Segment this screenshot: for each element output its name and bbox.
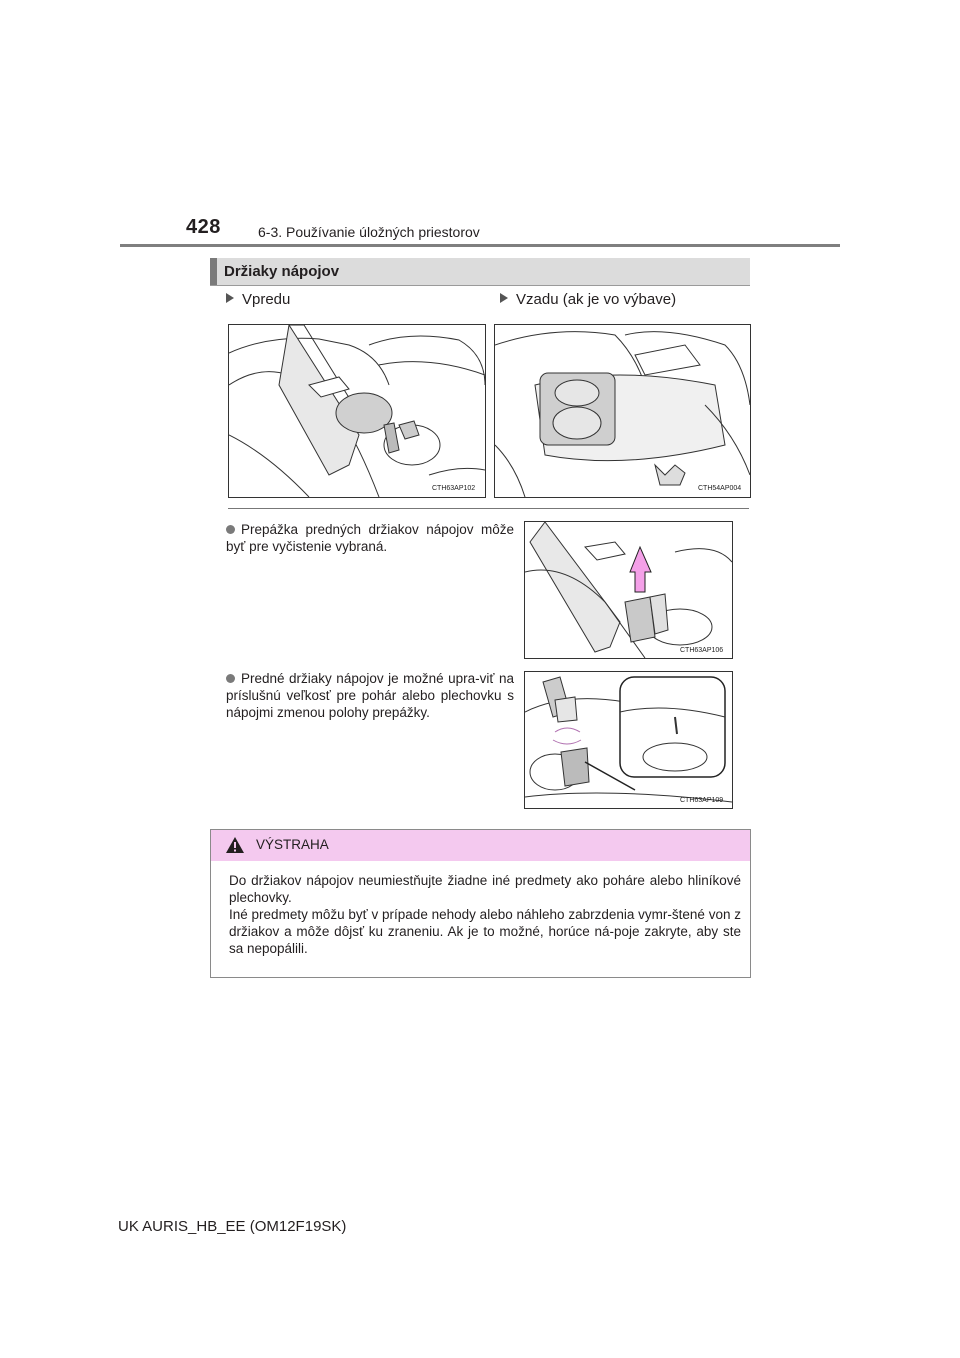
label-front: Vpredu <box>226 291 290 308</box>
heading-rule <box>210 285 750 286</box>
figure-divider-adjust <box>524 671 733 809</box>
section-heading: Držiaky nápojov <box>224 263 340 280</box>
warning-title: VÝSTRAHA <box>256 837 329 852</box>
warning-text-2: Iné predmety môžu byť v prípade nehody alebo náhleho zabrzdenia vymr-štené von z držiakov a môže dôjsť ku zraneniu. Ak je to možné, horúce ná-poje zakryte, aby ste sa nepopálili. <box>229 907 741 956</box>
triangle-bullet-icon <box>226 293 234 303</box>
bullet-adjust-size: Predné držiaky nápojov je možné upra-viť na príslušnú veľkosť pre pohár alebo plechovku s nápojmi zmenou polohy prepážky. <box>226 671 514 720</box>
figure-code: CTH63AP106 <box>680 647 724 654</box>
figure-divider-removal <box>524 521 733 659</box>
figure-rear-cup-holder <box>494 324 751 498</box>
figure-front-cup-holder <box>228 324 486 498</box>
figure-code: CTH63AP102 <box>432 485 476 492</box>
bullet-dot-icon <box>226 525 235 534</box>
warning-text-1: Do držiakov nápojov neumiestňujte žiadne iné predmety ako poháre alebo hliníkové plechovky. <box>229 873 741 905</box>
warning-triangle-icon <box>225 836 245 859</box>
bullet-divider-removable: Prepážka predných držiakov nápojov môže byť pre vyčistenie vybraná. <box>226 522 514 554</box>
header-rule <box>120 244 840 247</box>
bullet-dot-icon <box>226 674 235 683</box>
page-number: 428 <box>186 216 221 238</box>
divider-rule <box>228 508 749 509</box>
figure-code: CTH54AP004 <box>698 485 742 492</box>
warning-body <box>229 872 741 957</box>
label-rear: Vzadu (ak je vo výbave) <box>500 291 676 308</box>
section-title: 6-3. Používanie úložných priestorov <box>258 224 480 240</box>
document-code: UK AURIS_HB_EE (OM12F19SK) <box>118 1218 347 1235</box>
triangle-bullet-icon <box>500 293 508 303</box>
figure-code: CTH63AP109 <box>680 797 724 804</box>
